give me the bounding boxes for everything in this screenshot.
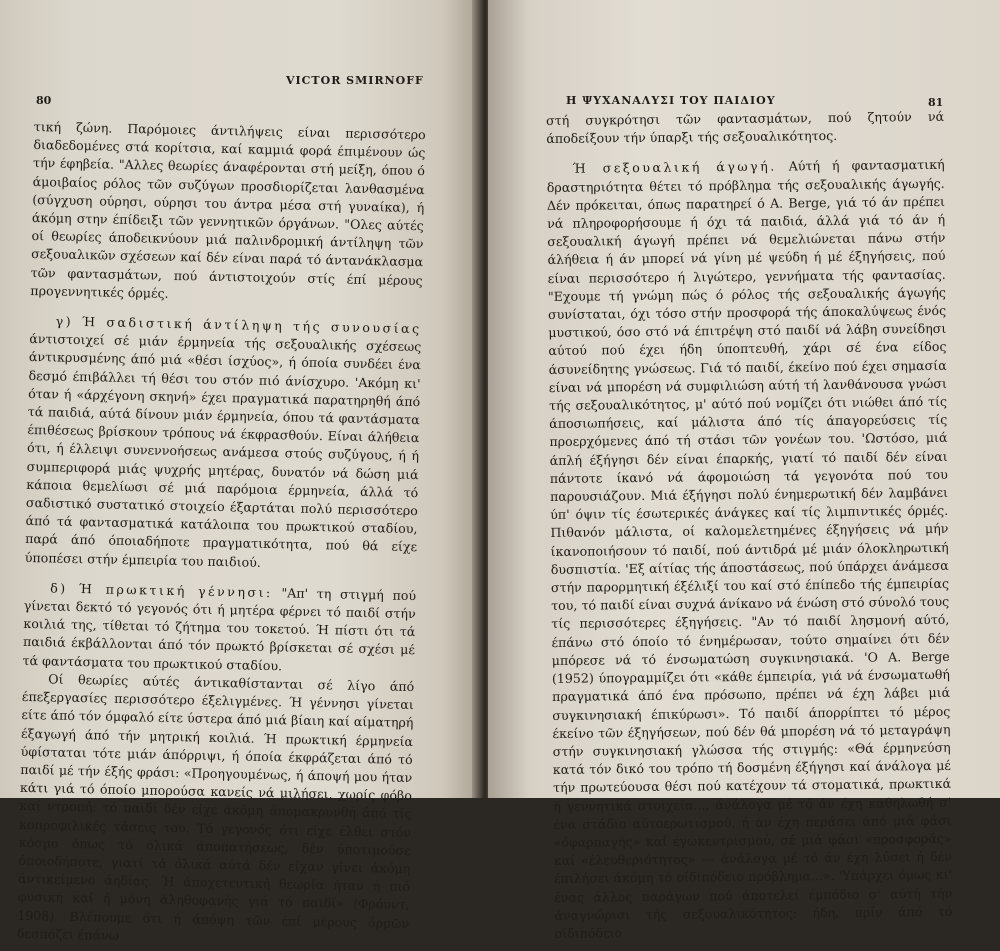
paragraph-text: "Απ' τη στιγμή πού γίνεται δεκτό τό γεγονός ότι ή μητέρα φέρνει τό παιδί στήν κοιλιά της, τίθεται τό ζήτημα του τοκετού. Ή πίστι ότι τά παιδιά έκβάλλονται άπό τόν πρωκτό βρίσκεται σέ σχέσι μέ τά φαντάσματα του πρωκτικού σταδίου. (22, 584, 417, 674)
right-page (488, 0, 1000, 941)
running-head-left: VICTOR SMIRNOFF (286, 74, 424, 87)
page-number-right: 81 (928, 96, 944, 109)
paragraph-text: Οί θεωρίες αύτές άντικαθίστανται σέ λίγο άπό έπεξεργασίες περισσότερο έξελιγμένες. Ή γέννησι γίνεται είτε άπό τόν όμφαλό είτε ύστερα άπό μιά βίαιη καί αίματηρή έξαγωγή άπό τήν μητρική κοιλιά. Ή πρωκτική έρμηνεία ύφίσταται τότε μιάν άπόρριψι, ή όποία έκφράζεται άπό τό παιδί μέ τήν έξής φράσι: «Προηγουμένως, ή άποψή μου ήταν κάτι γιά τό όποίο μπορούσα κανείς νά μιλήσει, χωρίς φόβο καί ντροπή: τό παιδί δέν είχε άκόμη άπομακρυνθή άπό τίς κοπροφιλικές τάσεις του. Τό γεγονός ότι είχε έλθει στόν κόσμο όπως τό όλικά άποπατήσεως, δέν ύποτιμούσε όποιοδήποτε, γιατί τά όλικά αύτά δέν είχαν γίνει άκόμη άντικείμενο άηδίας. Ή άποχετευτική θεωρία ήταν ή πιό φυσική καί ή μόνη άληθοφανής γιά τό παιδί» (Φρόυντ, 1908). Βλέπουμε ότι ή άπόψη τῶν έπί μέρους όρμῶν δεσπόζει έπάνω (16, 671, 415, 943)
paragraph-lead: Ή σεξουαλική άγωγή. (572, 158, 777, 177)
paragraph (22, 579, 416, 678)
paragraph-text: τική ζώνη. Παρόμοιες άντιλήψεις είναι περισσότερο διαδεδομένες στά κορίτσια, καί καμμιά φορά έπιμένουν ώς τήν έφηβεία. "Αλλες θεωρίες άναφέρονται στή μείξη, όπου ό άμοιβαίος ρόλος τῶν συζύγων προσδιορίζεται λανθασμένα (σύγχυση ούρησι, ούρησι του άντρα μέσα στή γυναίκα), ή άκόμη στην έπίδειξι τῶν γεννητικῶν όργάνων. "Ολες αύτές οί θεωρίες άποδεικνύουν μιά παλινδρομική άντίληψη τῶν σεξουαλικῶν σχέσεων καί δέν είναι παρά τό άντανάκλασμα τῶν φαντασμάτων, πού άντιστοιχούν στίς έπί μέρους προγεννητικές όρμές. (30, 118, 426, 301)
paragraph (25, 312, 422, 575)
running-head-right: Η ΨΥΧΑΝΑΛΥΣΙ ΤΟΥ ΠΑΙΔΙΟΥ (566, 94, 776, 107)
right-page-text (546, 108, 953, 943)
paragraph-text: Αύτή ή φαντασματική δραστηριότητα θέτει τό πρόβλημα τής σεξουαλικής άγωγής. Δέν πρόκειται, όπως παρατηρεί ό A. Berge, γιά τό άν πρέπει νά πληροφορήσουμε ή όχι τά παιδιά, άλλά γιά τό άν ή σεξουαλική άγωγή πρέπει νά θεμελιώνεται πάνω στήν άλήθεια ή άν μπορεί νά γίνη μέ ψεύδη ή μέ έξηγήσεις, πού είναι περισσότερο ή λιγώτερο, γεννήματα τής φαντασίας. "Εχουμε τή γνώμη πώς ό ρόλος τής σεξουαλικής άγωγής συνίσταται, όχι τόσο στήν προσφορά τής άποκαλύψεως ένός μυστικού, όσο στό νά έπιτρέψη στό παιδί νά λάβη συνείδησι αύτού πού έχει ήδη ύποπτευθή, χάρι σέ ένα είδος άσυνείδητης γνώσεως. Γιά τό παιδί, έκείνο πού έχει σημασία είναι νά μπορέση νά συμφιλιώση αύτή τή λανθάνουσα γνώσι τής σεξουαλικότητος, μ' αύτό πού νομίζει ότι νιώθει άπό τίς άποσιωπήσεις, καί μάλιστα άπό τίς άπαγορεύσεις τίς προερχόμενες άπό τή στάσι τῶν γονέων του. 'Ωστόσο, μιά άπλή έξήγησι δέν είναι έπαρκής, γιατί τό παιδί δέν είναι πάντοτε ίκανό νά άφομοιώση τά γεγονότα πού του παρουσιάζουν. Μιά έξήγησι πολύ ένημερωτική δέν λαμβάνει ύπ' όψιν τίς έσωτερικές άνάγκες καί τίς λιμπιντικές όρμές. Πιθανόν μάλιστα, οί καλομελετημένες έξηγήσεις νά μήν ίκανοποιήσουν τό παιδί, πού άντιδρά μέ μιάν όλοκληρωτική δυσπιστία. 'Εξ αίτίας τής άποστάσεως, πού ύπάρχει άνάμεσα στήν παρορμητική έξέλιξί του καί στό έπίπεδο τής έμπειρίας του, τό παιδί είναι συχνά άνίκανο νά ένώση στό σύνολό τους τίς περισσότερες έξηγήσεις. "Αν τό παιδί λησμονή αύτό, έπάνω στό όποίο τό ένημέρωσαν, τούτο σημαίνει ότι δέν μπόρεσε νά τό ένσωματώση συγκινησιακά. 'Ο A. Berge (1952) ύπογραμμίζει ότι «κάθε έμπειρία, γιά νά ένσωματωθή πραγματικά άπό ένα πρόσωπο, πρέπει νά έχη λάβει μιά συγκινησιακή έπικύρωσι». Τό παιδί άπορρίπτει τό μέρος έκείνο τῶν έξηγήσεων, πού δέν θά μπορέση νά τό μεταγράψη στήν συγκινησιακή γλώσσα τής στιγμής: «Θά έρμηνεύση κατά τόν δικό του τρόπο τή δοσμένη έξήγησι καί άνάλογα μέ τήν πρωτεύουσα θέσι πού κατέχουν τά στοματικά, πρωκτικά ή γεννητικά στοιχεία..., άνάλογα μέ τό άν έχη καθηλωθή σ' ένα στάδιο αύτοερωτισμού, ή άν έχη περάσει άπό μιά φάσι «όφαρπαγής» καί έγωκεντρισμού, σέ μιά φάσι «προσφοράς» καί «έλευθεριότητος» — άνάλογα μέ τό άν έχη λύσει ή δέν έπιλήσει άκόμη τό οίδιπόδειο πρόβλημα...». 'Υπάρχει όμως κι' ένας άλλος παράγων πού άποτελεί έμπόδιο σ' αύτή τήν άναγνώρισι τής σεξουαλικότητος: ήδη, πρίν άπό τό οίδιπόδειο (546, 157, 953, 941)
paragraph (547, 156, 953, 943)
paragraph-text: άντιστοιχεί σέ μιάν έρμηνεία τής σεξουαλικής σχέσεως άντικρυσμένης άπό μιά «θέσι ίσχύος», ή όποία συνδέει ένα δεσμό έπιβάλλει τή θέσι του στόν πιό άνίσχυρο. 'Ακόμη κι' όταν ή «άρχέγονη σκηνή» έχει πραγματικά παρατηρηθή άπό τά παιδιά, αύτά δίνουν μιάν έρμηνεία, όπου τά φαντάσματα έπιθέσεως βρίσκουν τρόπους νά έκφρασθούν. Είναι άλήθεια ότι, ή έλλειψι συνεννοήσεως ανάμεσα στούς συζύγους, ή ή συμπεριφορά μιάς ψυχρής μητέρας, δυνατόν νά δώση μιά κάποια θεμελίωσι σέ μιά παρόμοια έρμηνεία, άλλά τό σαδιστικό συστατικό στοιχείο έξαρτάται πολύ περισσότερο άπό τά φαντασματικά κατάλοιπα του πρωκτικού σταδίου, παρά άπό όποιαδήποτε πραγματικότητα, πού θά είχε ύποπέσει στήν έμπειρία του παιδιού. (24, 331, 422, 570)
paragraph-lead: δ) Ή πρωκτική γέννησι: (50, 580, 273, 600)
left-page (0, 0, 480, 943)
paragraph (30, 118, 426, 308)
left-page-text (17, 118, 426, 951)
paragraph (17, 670, 415, 951)
paragraph-text: στή συγκρότησι τῶν φαντασμάτων, πού ζητούν νά άποδείξουν τήν ύπαρξι τής σεξουαλικότητος. (546, 108, 945, 147)
page-number-left: 80 (36, 94, 52, 107)
paragraph (546, 108, 944, 149)
paragraph-lead: γ) Ή σαδιστική άντίληψη τής συνουσίας (55, 313, 422, 337)
